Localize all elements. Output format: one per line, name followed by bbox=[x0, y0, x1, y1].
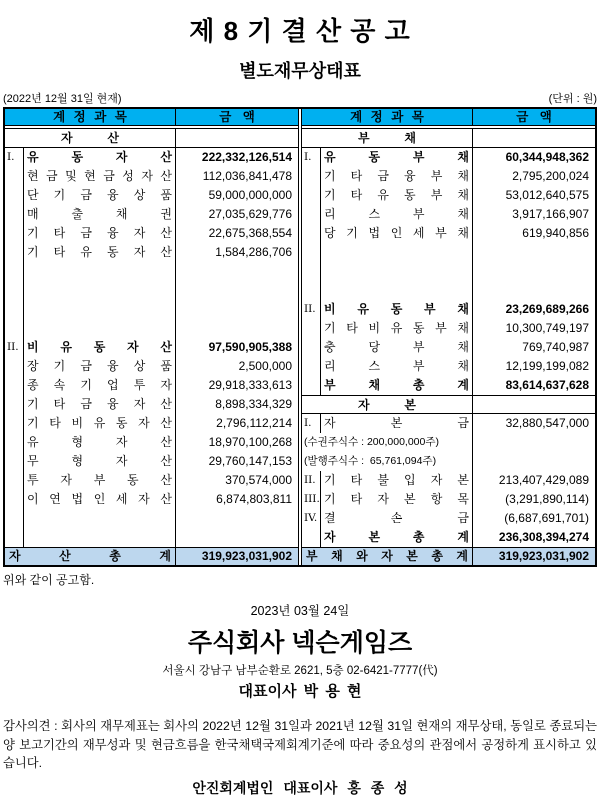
row-numeral bbox=[302, 357, 321, 376]
account-name bbox=[321, 262, 473, 281]
table-row bbox=[5, 471, 298, 490]
row-numeral bbox=[5, 433, 24, 452]
amount-cell: 22,675,368,554 bbox=[208, 226, 292, 240]
company-address: 서울시 강남구 남부순환로 2621, 5층 02-6421-7777(代) bbox=[162, 665, 438, 677]
amount-cell: 8,898,334,329 bbox=[215, 397, 292, 411]
row-numeral bbox=[302, 224, 321, 243]
account-name: 현 금 및 현 금 성 자 산 bbox=[24, 167, 176, 186]
table-row bbox=[302, 319, 595, 338]
amount-cell bbox=[176, 281, 298, 300]
account-name: 매 출 채 권 bbox=[24, 205, 176, 224]
amount-cell: 23,269,689,266 bbox=[505, 302, 589, 316]
amount-cell: 2,796,112,214 bbox=[216, 416, 292, 430]
account-name bbox=[321, 243, 473, 262]
account-name: 이 연 법 인 세 자 산 bbox=[24, 490, 176, 509]
table-row bbox=[302, 452, 595, 471]
row-numeral bbox=[5, 414, 24, 433]
amount-cell: 619,940,856 bbox=[522, 226, 589, 240]
row-numeral: II. bbox=[5, 338, 24, 357]
row-numeral bbox=[302, 528, 321, 547]
amount-cell bbox=[176, 300, 298, 319]
row-numeral bbox=[5, 528, 24, 547]
amount-cell: 60,344,948,362 bbox=[505, 150, 589, 164]
row-numeral: I. bbox=[5, 148, 24, 167]
table-row bbox=[302, 490, 595, 509]
amount-cell: 10,300,749,197 bbox=[505, 321, 589, 335]
amount-cell: 97,590,905,388 bbox=[208, 340, 292, 354]
table-row bbox=[302, 376, 595, 395]
amount-cell: 32,880,547,000 bbox=[505, 416, 589, 430]
table-row bbox=[302, 338, 595, 357]
row-numeral bbox=[5, 224, 24, 243]
account-name: 종 속 기 업 투 자 bbox=[24, 376, 176, 395]
row-numeral bbox=[302, 167, 321, 186]
amount-cell bbox=[473, 452, 595, 471]
section-label: 부 채 bbox=[302, 129, 473, 147]
table-row bbox=[302, 148, 595, 167]
table-row bbox=[302, 433, 595, 452]
amount-cell: (6,687,691,701) bbox=[504, 511, 589, 525]
assets-column bbox=[5, 109, 298, 565]
page-title: 제 8 기 결 산 공 고 bbox=[189, 16, 411, 46]
row-numeral bbox=[5, 471, 24, 490]
row-numeral: II. bbox=[302, 300, 321, 319]
table-row bbox=[302, 167, 595, 186]
amount-cell bbox=[176, 319, 298, 338]
amount-cell bbox=[176, 129, 298, 147]
share-count-note: (수권주식수 : 200,000,000주) bbox=[302, 433, 473, 452]
table-row bbox=[5, 243, 298, 262]
account-column-header: 계 정 과 목 bbox=[5, 109, 176, 125]
total-label: 자 산 총 계 bbox=[5, 548, 176, 565]
company-name: 주식회사 넥슨게임즈 bbox=[187, 629, 413, 657]
row-numeral bbox=[5, 490, 24, 509]
account-name: 기 타 금 융 자 산 bbox=[24, 224, 176, 243]
table-row bbox=[5, 338, 298, 357]
amount-cell: 2,500,000 bbox=[238, 359, 292, 373]
account-name bbox=[24, 528, 176, 547]
table-row bbox=[5, 452, 298, 471]
table-row bbox=[302, 300, 595, 319]
table-row bbox=[302, 281, 595, 300]
table-row bbox=[5, 490, 298, 509]
account-name: 자 본 총 계 bbox=[321, 528, 473, 547]
as-of-date: (2022년 12월 31일 현재) bbox=[3, 93, 122, 105]
account-name: 당 기 법 인 세 부 채 bbox=[321, 224, 473, 243]
amount-cell: 29,918,333,613 bbox=[208, 378, 292, 392]
amount-cell: 112,036,841,478 bbox=[202, 169, 292, 183]
row-numeral: I. bbox=[302, 414, 321, 433]
account-name: 기 타 자 본 항 목 bbox=[321, 490, 473, 509]
amount-cell bbox=[473, 281, 595, 300]
amount-cell: 236,308,394,274 bbox=[498, 530, 589, 544]
auditor-name: 안진회계법인 대표이사 홍 종 성 bbox=[192, 780, 408, 797]
table-row bbox=[302, 186, 595, 205]
table-row bbox=[5, 129, 298, 148]
table-row bbox=[302, 395, 595, 414]
account-name: 기 타 불 입 자 본 bbox=[321, 471, 473, 490]
table-row bbox=[302, 262, 595, 281]
account-name: 유 동 자 산 bbox=[24, 148, 176, 167]
ceo-name: 대표이사 박 용 현 bbox=[238, 683, 362, 700]
amount-cell: 18,970,100,268 bbox=[208, 435, 292, 449]
row-numeral: I. bbox=[302, 148, 321, 167]
balance-sheet-table bbox=[3, 107, 597, 567]
announcement-date: 2023년 03월 24일 bbox=[250, 604, 350, 618]
amount-cell bbox=[473, 262, 595, 281]
table-row bbox=[5, 186, 298, 205]
table-row bbox=[5, 433, 298, 452]
row-numeral bbox=[302, 243, 321, 262]
amount-cell: 83,614,637,628 bbox=[505, 378, 589, 392]
row-numeral bbox=[5, 205, 24, 224]
row-numeral bbox=[5, 281, 24, 300]
liabilities-equity-column bbox=[302, 109, 595, 565]
amount-cell: 213,407,429,089 bbox=[498, 473, 589, 487]
row-numeral bbox=[5, 262, 24, 281]
account-name: 유 형 자 산 bbox=[24, 433, 176, 452]
table-row bbox=[302, 205, 595, 224]
account-name: 자 본 금 bbox=[321, 414, 473, 433]
total-amount: 319,923,031,902 bbox=[498, 549, 589, 563]
amount-cell: 2,795,200,024 bbox=[512, 169, 589, 183]
amount-cell: 222,332,126,514 bbox=[201, 150, 292, 164]
currency-unit: (단위 : 원) bbox=[548, 93, 597, 105]
row-numeral bbox=[5, 452, 24, 471]
table-row bbox=[5, 262, 298, 281]
section-label: 자 본 bbox=[302, 396, 473, 413]
amount-column-header: 금 액 bbox=[516, 110, 552, 124]
account-name bbox=[24, 509, 176, 528]
amount-cell bbox=[473, 433, 595, 452]
row-numeral bbox=[5, 167, 24, 186]
account-name: 기 타 금 융 자 산 bbox=[24, 395, 176, 414]
account-name: 기 타 유 동 자 산 bbox=[24, 243, 176, 262]
amount-cell bbox=[176, 509, 298, 528]
table-row bbox=[5, 148, 298, 167]
statement-subtitle: 별도재무상태표 bbox=[239, 61, 361, 81]
table-row bbox=[5, 167, 298, 186]
account-name: 부 채 총 계 bbox=[321, 376, 473, 395]
amount-cell: 370,574,000 bbox=[225, 473, 292, 487]
table-row bbox=[302, 224, 595, 243]
table-total-row bbox=[5, 547, 298, 565]
row-numeral bbox=[5, 357, 24, 376]
table-row bbox=[302, 471, 595, 490]
account-name bbox=[321, 281, 473, 300]
table-row bbox=[5, 281, 298, 300]
table-row bbox=[5, 205, 298, 224]
amount-cell: 12,199,199,082 bbox=[505, 359, 589, 373]
row-numeral bbox=[302, 205, 321, 224]
announcement-page bbox=[0, 11, 600, 797]
row-numeral bbox=[302, 338, 321, 357]
table-row bbox=[5, 414, 298, 433]
amount-cell bbox=[473, 129, 595, 147]
table-row bbox=[5, 357, 298, 376]
table-row bbox=[5, 376, 298, 395]
account-name bbox=[24, 319, 176, 338]
table-row bbox=[302, 509, 595, 528]
table-row bbox=[5, 319, 298, 338]
account-name: 기 타 유 동 부 채 bbox=[321, 186, 473, 205]
row-numeral bbox=[302, 262, 321, 281]
table-row bbox=[302, 243, 595, 262]
table-row bbox=[5, 509, 298, 528]
row-numeral bbox=[5, 300, 24, 319]
amount-column-header: 금 액 bbox=[219, 110, 255, 124]
amount-cell: 59,000,000,000 bbox=[208, 188, 292, 202]
table-row bbox=[302, 357, 595, 376]
table-header-row bbox=[5, 109, 298, 126]
table-row bbox=[302, 414, 595, 433]
row-numeral bbox=[302, 281, 321, 300]
account-name: 장 기 금 융 상 품 bbox=[24, 357, 176, 376]
table-row bbox=[302, 528, 595, 547]
notice-text: 위와 같이 공고함. bbox=[3, 573, 95, 587]
share-count-note: (발행주식수 : 65,761,094주) bbox=[302, 452, 473, 471]
section-label: 자 산 bbox=[5, 129, 176, 147]
row-numeral: II. bbox=[302, 471, 321, 490]
account-name: 유 동 부 채 bbox=[321, 148, 473, 167]
meta-row bbox=[3, 90, 597, 106]
account-column-header: 계 정 과 목 bbox=[302, 109, 473, 125]
account-name bbox=[24, 281, 176, 300]
row-numeral bbox=[302, 186, 321, 205]
amount-cell: 3,917,166,907 bbox=[512, 207, 589, 221]
row-numeral bbox=[5, 395, 24, 414]
account-name: 결 손 금 bbox=[321, 509, 473, 528]
account-name: 단 기 금 융 상 품 bbox=[24, 186, 176, 205]
amount-cell: 53,012,640,575 bbox=[505, 188, 589, 202]
row-numeral bbox=[302, 376, 321, 395]
row-numeral: III. bbox=[302, 490, 321, 509]
audit-opinion: 감사의견 : 회사의 재무제표는 회사의 2022년 12월 31일과 2021년 12월 31일 현재의 재무상태, 동일로 종료되는 양 보고기간의 재무성과 및 현금흐름을 한국채택국제회계기준에 따라 중요성의 관점에서 공정하게 표시하고 있습니다. bbox=[3, 719, 597, 771]
row-numeral bbox=[5, 186, 24, 205]
total-label: 부 채 와 자 본 총 계 bbox=[302, 548, 473, 565]
account-name: 비 유 동 부 채 bbox=[321, 300, 473, 319]
amount-cell: 27,035,629,776 bbox=[208, 207, 292, 221]
table-row bbox=[302, 129, 595, 148]
row-numeral: IV. bbox=[302, 509, 321, 528]
table-row bbox=[5, 528, 298, 547]
account-name: 투 자 부 동 산 bbox=[24, 471, 176, 490]
row-numeral bbox=[5, 509, 24, 528]
table-row bbox=[5, 224, 298, 243]
amount-cell: 769,740,987 bbox=[522, 340, 589, 354]
account-name bbox=[24, 300, 176, 319]
account-name: 리 스 부 채 bbox=[321, 357, 473, 376]
table-row bbox=[5, 300, 298, 319]
table-header-row bbox=[302, 109, 595, 126]
account-name: 기 타 비 유 동 자 산 bbox=[24, 414, 176, 433]
account-name: 충 당 부 채 bbox=[321, 338, 473, 357]
row-numeral bbox=[5, 243, 24, 262]
amount-cell: (3,291,890,114) bbox=[505, 492, 589, 506]
amount-cell: 29,760,147,153 bbox=[208, 454, 292, 468]
account-name: 비 유 동 자 산 bbox=[24, 338, 176, 357]
amount-cell bbox=[473, 396, 595, 413]
amount-cell bbox=[176, 528, 298, 547]
row-numeral bbox=[5, 319, 24, 338]
table-total-row bbox=[302, 547, 595, 565]
account-name: 기 타 비 유 동 부 채 bbox=[321, 319, 473, 338]
table-row bbox=[5, 395, 298, 414]
amount-cell: 6,874,803,811 bbox=[216, 492, 292, 506]
account-name bbox=[24, 262, 176, 281]
account-name: 리 스 부 채 bbox=[321, 205, 473, 224]
amount-cell bbox=[473, 243, 595, 262]
account-name: 무 형 자 산 bbox=[24, 452, 176, 471]
row-numeral bbox=[5, 376, 24, 395]
account-name: 기 타 금 융 부 채 bbox=[321, 167, 473, 186]
amount-cell: 1,584,286,706 bbox=[215, 245, 292, 259]
total-amount: 319,923,031,902 bbox=[201, 549, 292, 563]
amount-cell bbox=[176, 262, 298, 281]
row-numeral bbox=[302, 319, 321, 338]
